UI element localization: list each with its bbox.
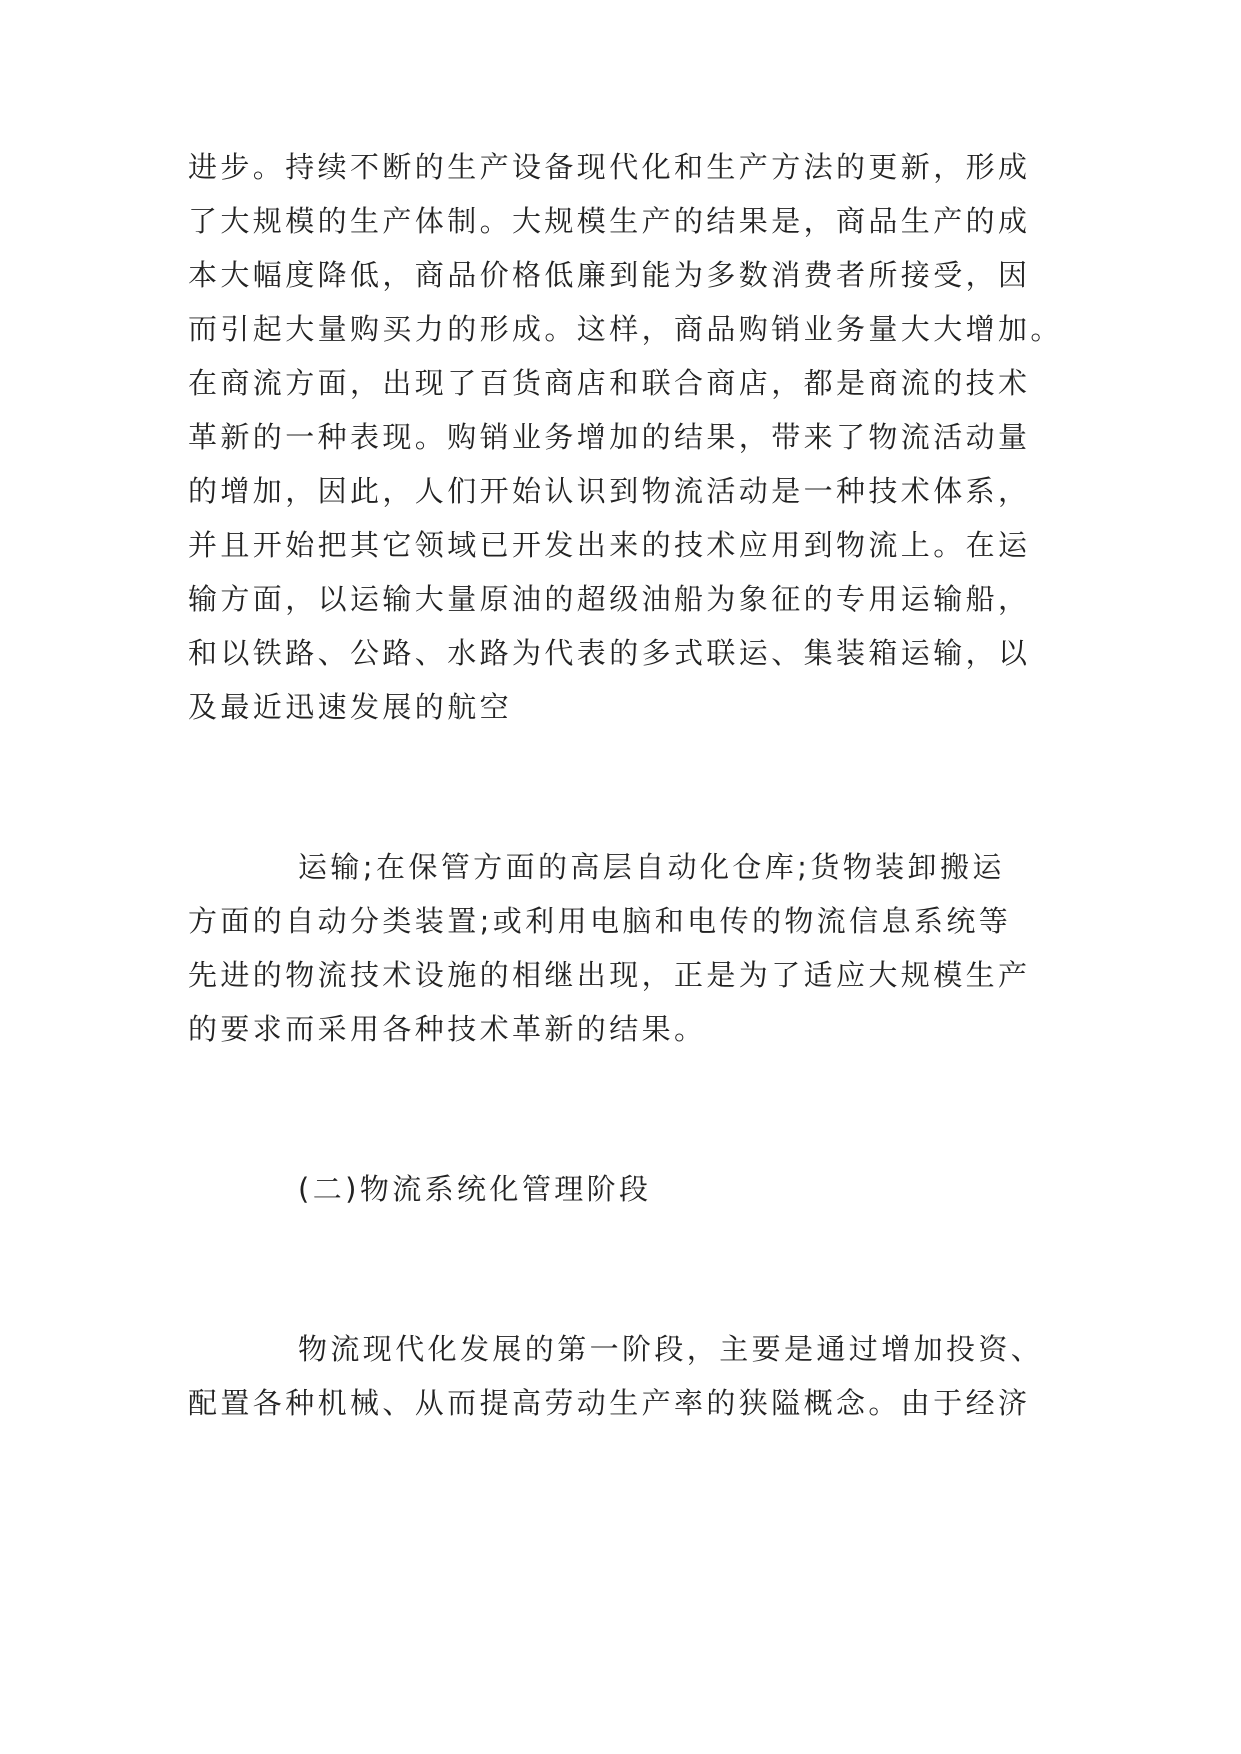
text-line: 在商流方面，出现了百货商店和联合商店，都是商流的技术 [188,366,1031,400]
text-line: 配置各种机械、从而提高劳动生产率的狭隘概念。由于经济 [188,1386,1031,1420]
text-line: 了大规模的生产体制。大规模生产的结果是，商品生产的成 [188,204,1031,238]
text-line: 并且开始把其它领域已开发出来的技术应用到物流上。在运 [188,528,1031,562]
text-line: 及最近迅速发展的航空 [188,690,513,724]
text-line: 物流现代化发展的第一阶段，主要是通过增加投资、 [298,1332,1044,1366]
text-line: 革新的一种表现。购销业务增加的结果，带来了物流活动量 [188,420,1031,454]
text-line: 的要求而采用各种技术革新的结果。 [188,1012,707,1046]
text-line: 的增加，因此，人们开始认识到物流活动是一种技术体系， [188,474,1031,508]
section-heading: (二)物流系统化管理阶段 [298,1172,652,1206]
text-line: 运输;在保管方面的高层自动化仓库;货物装卸搬运 [298,850,1005,884]
text-line: 进步。持续不断的生产设备现代化和生产方法的更新，形成 [188,150,1031,184]
text-line: 本大幅度降低，商品价格低廉到能为多数消费者所接受，因 [188,258,1031,292]
text-line: 方面的自动分类装置;或利用电脑和电传的物流信息系统等 [188,904,1012,938]
text-line: 而引起大量购买力的形成。这样，商品购销业务量大大增加。 [188,312,1063,346]
text-line: 先进的物流技术设施的相继出现，正是为了适应大规模生产 [188,958,1031,992]
text-line: 输方面，以运输大量原油的超级油船为象征的专用运输船， [188,582,1031,616]
text-line: 和以铁路、公路、水路为代表的多式联运、集装箱运输，以 [188,636,1031,670]
